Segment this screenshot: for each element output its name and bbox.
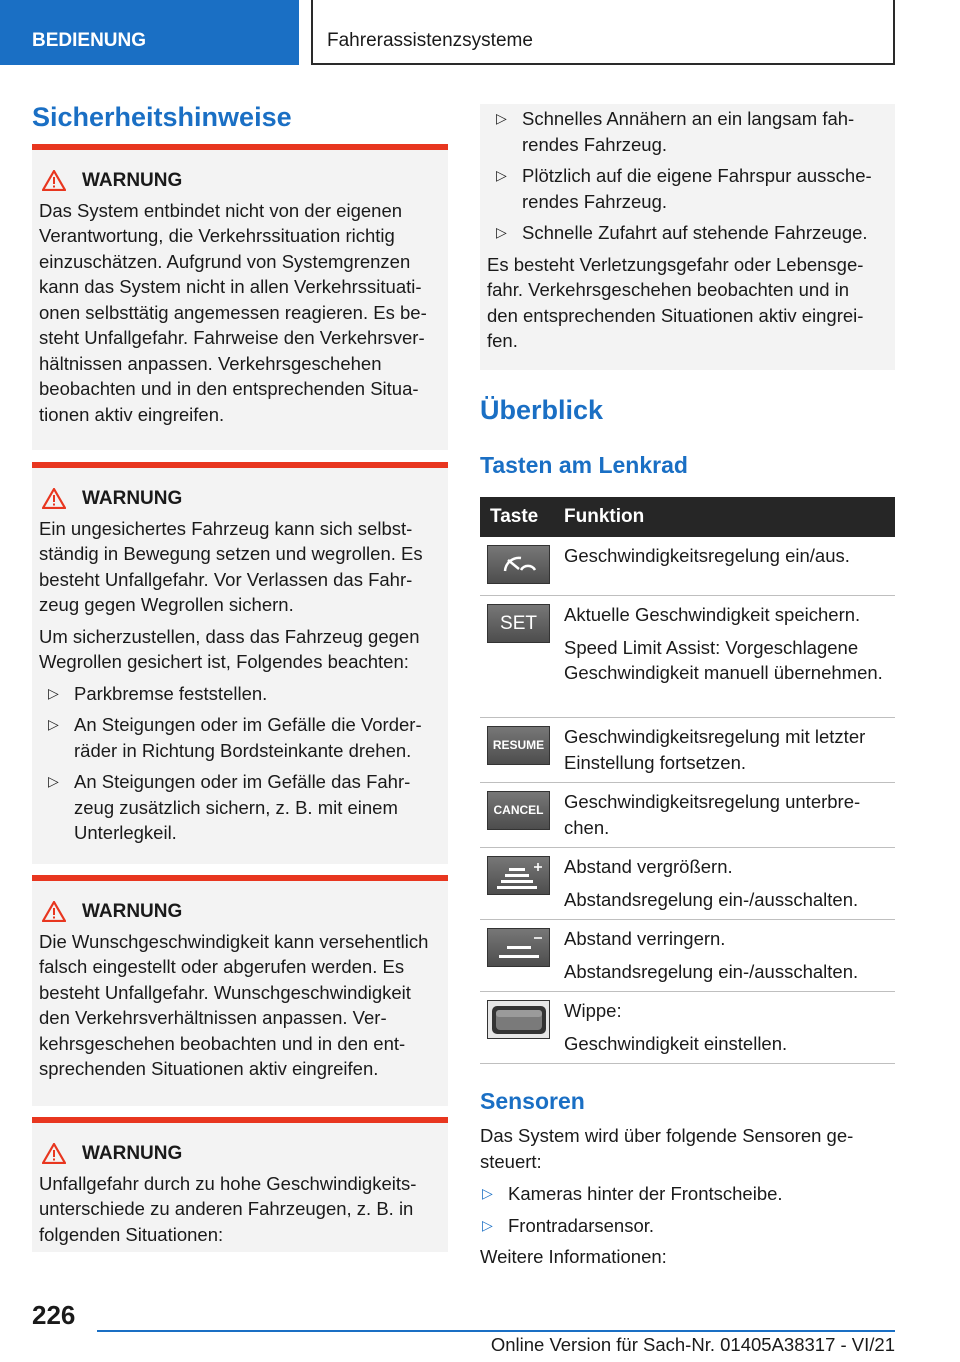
- function-text: Geschwindigkeit einstellen.: [564, 1032, 788, 1054]
- buttons-table: [480, 497, 895, 1064]
- function-text: Geschwindigkeitsregelung mit letzter Einstellung fortsetzen.: [564, 726, 866, 773]
- distance-decrease-icon: [487, 928, 550, 967]
- function-text: Abstand verringern.: [564, 928, 726, 949]
- triangle-bullet-icon: ▷: [48, 716, 59, 732]
- function-text: Geschwindigkeitsregelung ein/aus.: [564, 545, 850, 566]
- column-header-button: Taste: [490, 506, 539, 527]
- cancel-button-icon: CANCEL: [487, 791, 550, 830]
- list-item: ▷ An Steigungen oder im Gefälle die Vorderräder in Richtung Bordsteinkante drehen.: [48, 714, 422, 761]
- more-info-text: Weitere Informationen:: [480, 1246, 667, 1267]
- function-text: Speed Limit Assist: Vorgeschlagene Geschwindigkeit manuell übernehmen.: [564, 636, 883, 683]
- function-text: Geschwindigkeitsregelung unterbrechen.: [564, 791, 861, 838]
- warning-box-2: [32, 462, 448, 864]
- table-row: [480, 596, 895, 718]
- warning-box-4: [32, 1117, 448, 1252]
- rocker-switch-icon: [487, 1000, 550, 1039]
- heading-safety: Sicherheitshinweise: [32, 102, 292, 132]
- sensors-list: [480, 1181, 895, 1238]
- triangle-bullet-icon: ▷: [496, 224, 507, 240]
- footer-version: Online Version für Sach-Nr. 01405A38317 - VI/21: [490, 1334, 895, 1355]
- triangle-bullet-icon: ▷: [48, 684, 59, 701]
- page-number: 226: [32, 1300, 76, 1330]
- table-row: [480, 718, 895, 783]
- triangle-bullet-icon: ▷: [482, 1216, 493, 1233]
- list-item: ▷ Parkbremse feststellen.: [39, 681, 440, 707]
- list-item: ▷ Plötzlich auf die eigene Fahrspur ausschеrendes Fahrzeug.: [496, 165, 872, 212]
- chapter-tab[interactable]: BEDIENUNG: [0, 0, 299, 65]
- column-header-function: Funktion: [564, 506, 645, 527]
- warning-text: Unfallgefahr durch zu hohe Geschwindigkeitsunterschiede zu anderen Fahrzeugen, z. B. in folgenden Situationen:: [39, 1172, 417, 1245]
- warning-box-3: [32, 875, 448, 1106]
- function-text: Abstandsregelung ein-/ausschalten.: [564, 888, 859, 910]
- warning-bullet-list: [39, 681, 440, 846]
- warning-text: Es besteht Verletzungsgefahr oder Lebensgefahr. Verkehrsgeschehen beobachten und in den entsprechenden Situationen aktiv eingreifen.: [487, 253, 864, 351]
- table-row: [480, 992, 895, 1064]
- warning-text: Um sicherzustellen, dass das Fahrzeug gegen Wegrollen gesichert ist, Folgendes beachten:: [39, 625, 420, 672]
- warning-continuation: [480, 104, 895, 370]
- table-row: [480, 783, 895, 848]
- list-item: ▷ Schnelle Zufahrt auf stehende Fahrzeuge.: [487, 220, 885, 246]
- function-text: Aktuelle Geschwindigkeit speichern.: [564, 604, 861, 625]
- sensors-section: [480, 1123, 895, 1270]
- triangle-bullet-icon: ▷: [482, 1185, 493, 1201]
- warning-title: WARNUNG: [39, 899, 440, 925]
- table-header: [480, 497, 895, 537]
- function-text: Abstandsregelung ein-/ausschalten.: [564, 960, 859, 982]
- heading-sensors: Sensoren: [480, 1088, 585, 1114]
- warning-text: Das System entbindet nicht von der eigenen Verantwortung, die Verkehrssituation richtig einzuschätzen. Aufgrund von Systemgrenzen kann das System nicht in allen Verkehrssituationen selbsttätig angemessen reagieren. Es besteht Unfallgefahr. Fahrweise den Verkehrsverhältnissen anpassen. Verkehrsgeschehen beobachten und in den entsprechenden Situationen aktiv eingreifen.: [39, 199, 427, 425]
- set-button-icon: SET: [487, 604, 550, 643]
- warning-triangle-icon: [42, 488, 66, 509]
- list-item: ▷ Kameras hinter der Frontscheibe.: [480, 1181, 895, 1207]
- table-row: [480, 920, 895, 992]
- table-row: [480, 848, 895, 920]
- heading-steering-buttons: Tasten am Lenkrad: [480, 452, 688, 478]
- warning-text: Ein ungesichertes Fahrzeug kann sich selbstständig in Bewegung setzen und wegrollen. Es besteht Unfallgefahr. Vor Verlassen das Fahrzeug gegen Wegrollen sichern.: [39, 517, 423, 615]
- warning-title: WARNUNG: [39, 486, 440, 512]
- footer-divider: [97, 1330, 895, 1332]
- resume-button-icon: RESUME: [487, 726, 550, 765]
- warning-title: WARNUNG: [39, 168, 440, 194]
- distance-increase-icon: [487, 856, 550, 895]
- function-text: Abstand vergrößern.: [564, 856, 733, 877]
- warning-box-1: [32, 144, 448, 450]
- function-text: Wippe:: [564, 1000, 622, 1021]
- triangle-bullet-icon: ▷: [48, 773, 59, 789]
- cruise-control-icon: [487, 545, 550, 584]
- warning-title: WARNUNG: [39, 1141, 440, 1167]
- table-row: [480, 537, 895, 596]
- warning-bullet-list: [487, 104, 885, 246]
- warning-triangle-icon: [42, 901, 66, 922]
- heading-overview: Überblick: [480, 395, 604, 425]
- list-item: ▷ Frontradarsensor.: [480, 1213, 895, 1239]
- warning-triangle-icon: [42, 1143, 66, 1164]
- list-item: ▷ An Steigungen oder im Gefälle das Fahrzeug zusätzlich sichern, z. B. mit einem Unterlegkeil.: [48, 771, 411, 843]
- list-item: ▷ Schnelles Annähern an ein langsam fahrendes Fahrzeug.: [496, 108, 855, 155]
- triangle-bullet-icon: ▷: [496, 110, 507, 126]
- section-title: Fahrerassistenzsysteme: [311, 0, 895, 65]
- sensors-intro: Das System wird über folgende Sensoren gesteuert:: [480, 1125, 854, 1172]
- warning-triangle-icon: [42, 170, 66, 191]
- triangle-bullet-icon: ▷: [496, 167, 507, 183]
- warning-text: Die Wunschgeschwindigkeit kann versehentlich falsch eingestellt oder abgerufen werden. Es besteht Unfallgefahr. Wunschgeschwindigkeit den Verkehrsverhältnissen anpassen. Verkehrsgeschehen beobachten und in den entsprechenden Situationen aktiv eingreifen.: [39, 930, 429, 1079]
